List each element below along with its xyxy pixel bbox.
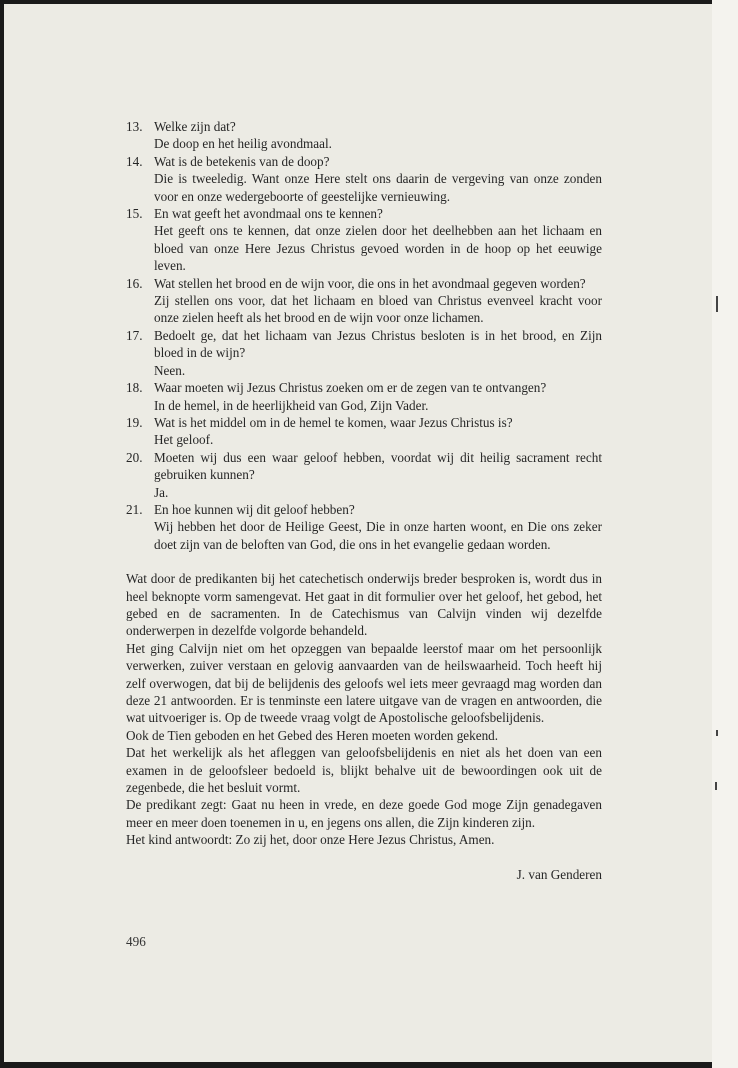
qa-number: 13.: [126, 119, 143, 134]
qa-item: [126, 379, 602, 414]
paragraph: Het kind antwoordt: Zo zij het, door onze Here Jezus Christus, Amen.: [126, 832, 495, 848]
margin-mark: [716, 296, 718, 312]
qa-answer: In de hemel, in de heerlijkheid van God, Zijn Vader.: [154, 397, 429, 413]
page-edge: [712, 0, 738, 1068]
qa-number: 16.: [126, 275, 143, 291]
qa-number: 21.: [126, 501, 143, 517]
qa-question: Wat is de betekenis van de doop?: [154, 153, 330, 169]
qa-question: Wat is het middel om in de hemel te komen, waar Jezus Christus is?: [154, 414, 513, 430]
paragraph: Dat het werkelijk als het afleggen van geloofsbelijdenis en niet als het doen van een examen in de geloofsleer bedoeld is, blijkt behalve uit de bewoordingen ook uit de zegenbede, die het besluit vormt.: [126, 745, 602, 796]
qa-answer: Zij stellen ons voor, dat het lichaam en bloed van Christus evenveel kracht voor onze zielen heeft als het brood en de wijn voor onze lichamen.: [154, 293, 602, 326]
qa-answer: Ja.: [154, 484, 169, 500]
margin-mark: [716, 730, 718, 736]
qa-item: [126, 327, 602, 379]
qa-question: Welke zijn dat?: [154, 119, 236, 134]
qa-item: [126, 501, 602, 553]
signature: J. van Genderen: [516, 866, 602, 882]
qa-answer: Wij hebben het door de Heilige Geest, Die in onze harten woont, en Die ons zeker doet zijn van de beloften van God, die ons in het evangelie gedaan worden.: [154, 519, 602, 552]
paragraph: Ook de Tien geboden en het Gebed des Heren moeten worden gekend.: [126, 727, 499, 743]
qa-answer: Het geeft ons te kennen, dat onze zielen door het deelhebben aan het lichaam en bloed van onze Here Jezus Christus gevoed worden in de hoop op het eeuwige leven.: [154, 223, 602, 274]
qa-question: Wat stellen het brood en de wijn voor, die ons in het avondmaal gegeven worden?: [154, 275, 586, 291]
qa-number: 19.: [126, 414, 143, 430]
page-number: 496: [126, 934, 146, 949]
margin-mark: [715, 782, 717, 790]
paragraph: Het ging Calvijn niet om het opzeggen van bepaalde leerstof maar om het persoonlijk verwerken, zuiver verstaan en gelovig aanvaarden van de heilswaarheid. Toch heeft hij zelf overwogen, dat bij de belijdenis des geloofs wel iets meer gevraagd mag worden dan deze 21 antwoorden. Er is tenminste een latere uitgave van de vragen en antwoorden, die wat uitvoeriger is. Op de tweede vraag volgt de Apostolische geloofsbelijdenis.: [126, 640, 602, 726]
qa-list: [126, 118, 602, 553]
paragraph: De predikant zegt: Gaat nu heen in vrede, en deze goede God moge Zijn genadegaven meer en meer doen toenemen in u, en jegens ons allen, die Zijn kinderen zijn.: [126, 797, 602, 830]
qa-question: En wat geeft het avondmaal ons te kennen?: [154, 206, 383, 222]
qa-number: 15.: [126, 206, 143, 222]
qa-item: [126, 205, 602, 275]
page-content: [126, 118, 602, 883]
qa-number: 14.: [126, 153, 143, 169]
qa-answer: Het geloof.: [154, 432, 214, 448]
qa-answer: Die is tweeledig. Want onze Here stelt ons daarin de vergeving van onze zonden voor en onze wedergeboorte of geestelijke vernieuwing.: [154, 171, 602, 204]
qa-question: Bedoelt ge, dat het lichaam van Jezus Christus besloten is in het brood, en Zijn bloed in de wijn?: [154, 327, 602, 361]
qa-item: [126, 275, 602, 327]
qa-item: [126, 414, 602, 449]
qa-number: 17.: [126, 327, 143, 343]
qa-number: 20.: [126, 449, 143, 465]
paragraph: Wat door de predikanten bij het catechetisch onderwijs breder besproken is, wordt dus in heel beknopte vorm samengevat. Het gaat in dit formulier over het geloof, het gebod, het gebed en de sacramenten. In de Catechismus van Calvijn vinden wij dezelfde onderwerpen in dezelfde volgorde behandeld.: [126, 571, 602, 639]
qa-question: Moeten wij dus een waar geloof hebben, voordat wij dit heilig sacrament recht gebruiken kunnen?: [154, 449, 602, 483]
qa-item: [126, 118, 602, 153]
qa-answer: Neen.: [154, 362, 186, 378]
qa-answer: De doop en het heilig avondmaal.: [154, 136, 332, 152]
qa-number: 18.: [126, 380, 143, 396]
qa-question: Waar moeten wij Jezus Christus zoeken om er de zegen van te ontvangen?: [154, 380, 547, 396]
qa-item: [126, 153, 602, 205]
prose: [126, 570, 602, 849]
qa-item: [126, 449, 602, 501]
qa-question: En hoe kunnen wij dit geloof hebben?: [154, 501, 355, 517]
